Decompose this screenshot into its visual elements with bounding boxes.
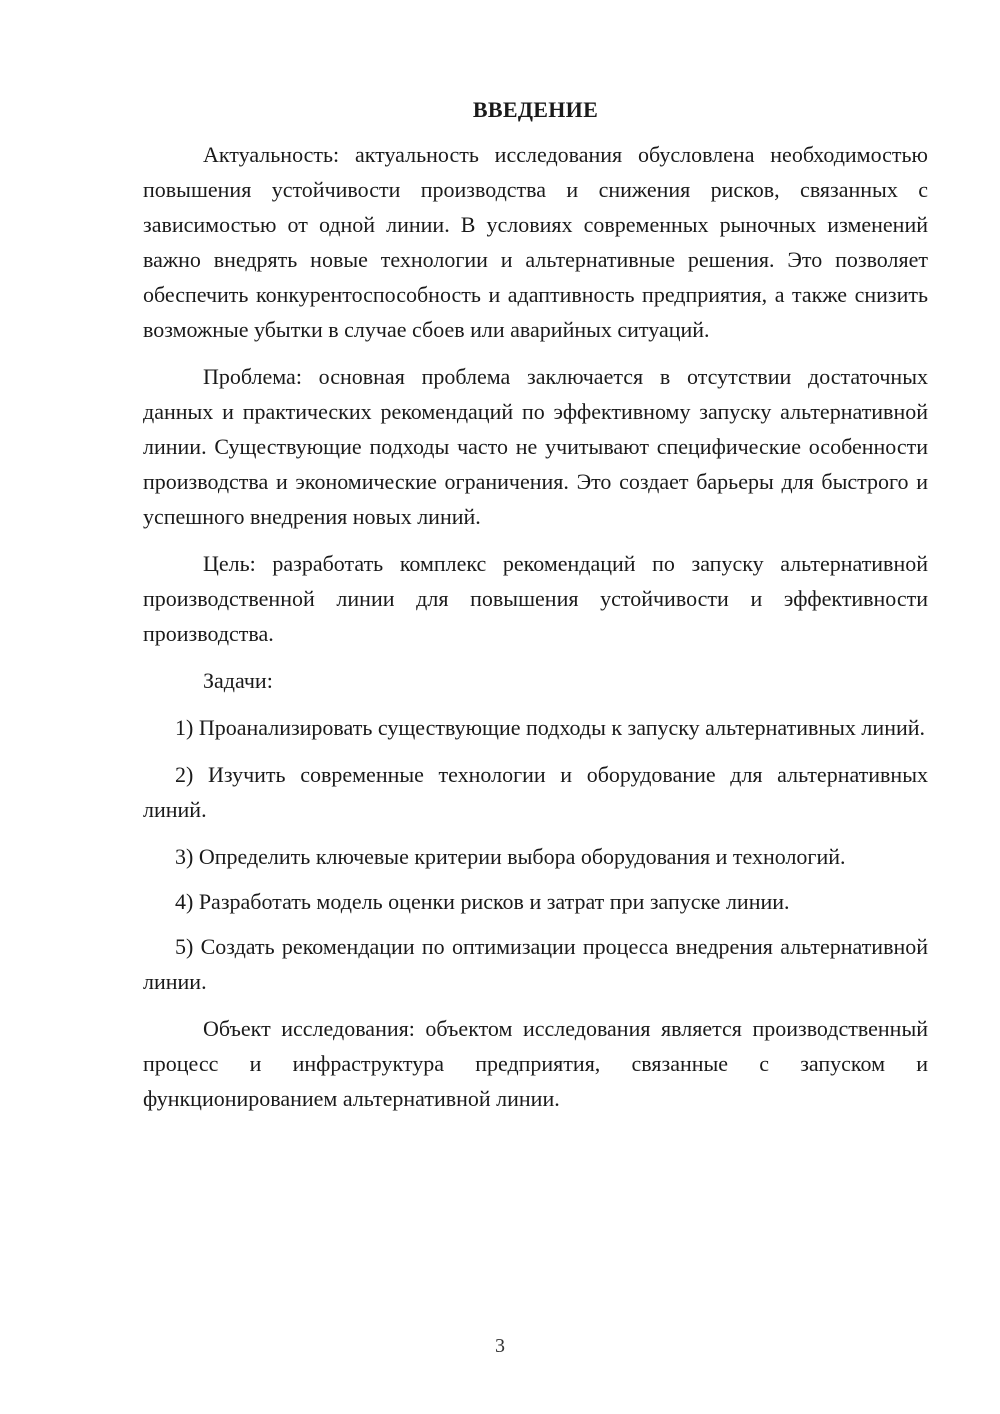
relevance-paragraph: Актуальность: актуальность исследования обусловлена необходимостью повышения устойчивости производства и снижения рисков, связанных с зависимостью от одной линии. В условиях современных рыночных изменений важно внедрять новые технологии и альтернативные решения. Это позволяет обеспечить конкурентоспособность и адаптивность предприятия, а также снизить возможные убытки в случае сбоев или аварийных ситуаций.: [143, 142, 928, 342]
task-item-2: 2) Изучить современные технологии и оборудование для альтернативных линий.: [143, 762, 928, 822]
task-item-1: 1) Проанализировать существующие подходы к запуску альтернативных линий.: [175, 715, 926, 740]
goal-paragraph: Цель: разработать комплекс рекомендаций по запуску альтернативной производственной линии для повышения устойчивости и эффективности производства.: [143, 551, 928, 646]
section-title: ВВЕДЕНИЕ: [472, 97, 599, 122]
task-item-4: 4) Разработать модель оценки рисков и затрат при запуске линии.: [175, 889, 790, 914]
task-item-5: 5) Создать рекомендации по оптимизации процесса внедрения альтернативной линии.: [143, 934, 928, 994]
task-item-3: 3) Определить ключевые критерии выбора оборудования и технологий.: [175, 844, 846, 869]
tasks-heading: Задачи:: [203, 668, 273, 693]
page-number: 3: [495, 1335, 505, 1357]
document-page: [143, 95, 928, 1116]
object-paragraph: Объект исследования: объектом исследования является производственный процесс и инфраструктура предприятия, связанные с запуском и функционированием альтернативной линии.: [143, 1016, 928, 1111]
problem-paragraph: Проблема: основная проблема заключается в отсутствии достаточных данных и практических рекомендаций по эффективному запуску альтернативной линии. Существующие подходы часто не учитывают специфические особенности производства и экономические ограничения. Это создает барьеры для быстрого и успешного внедрения новых линий.: [143, 364, 928, 529]
